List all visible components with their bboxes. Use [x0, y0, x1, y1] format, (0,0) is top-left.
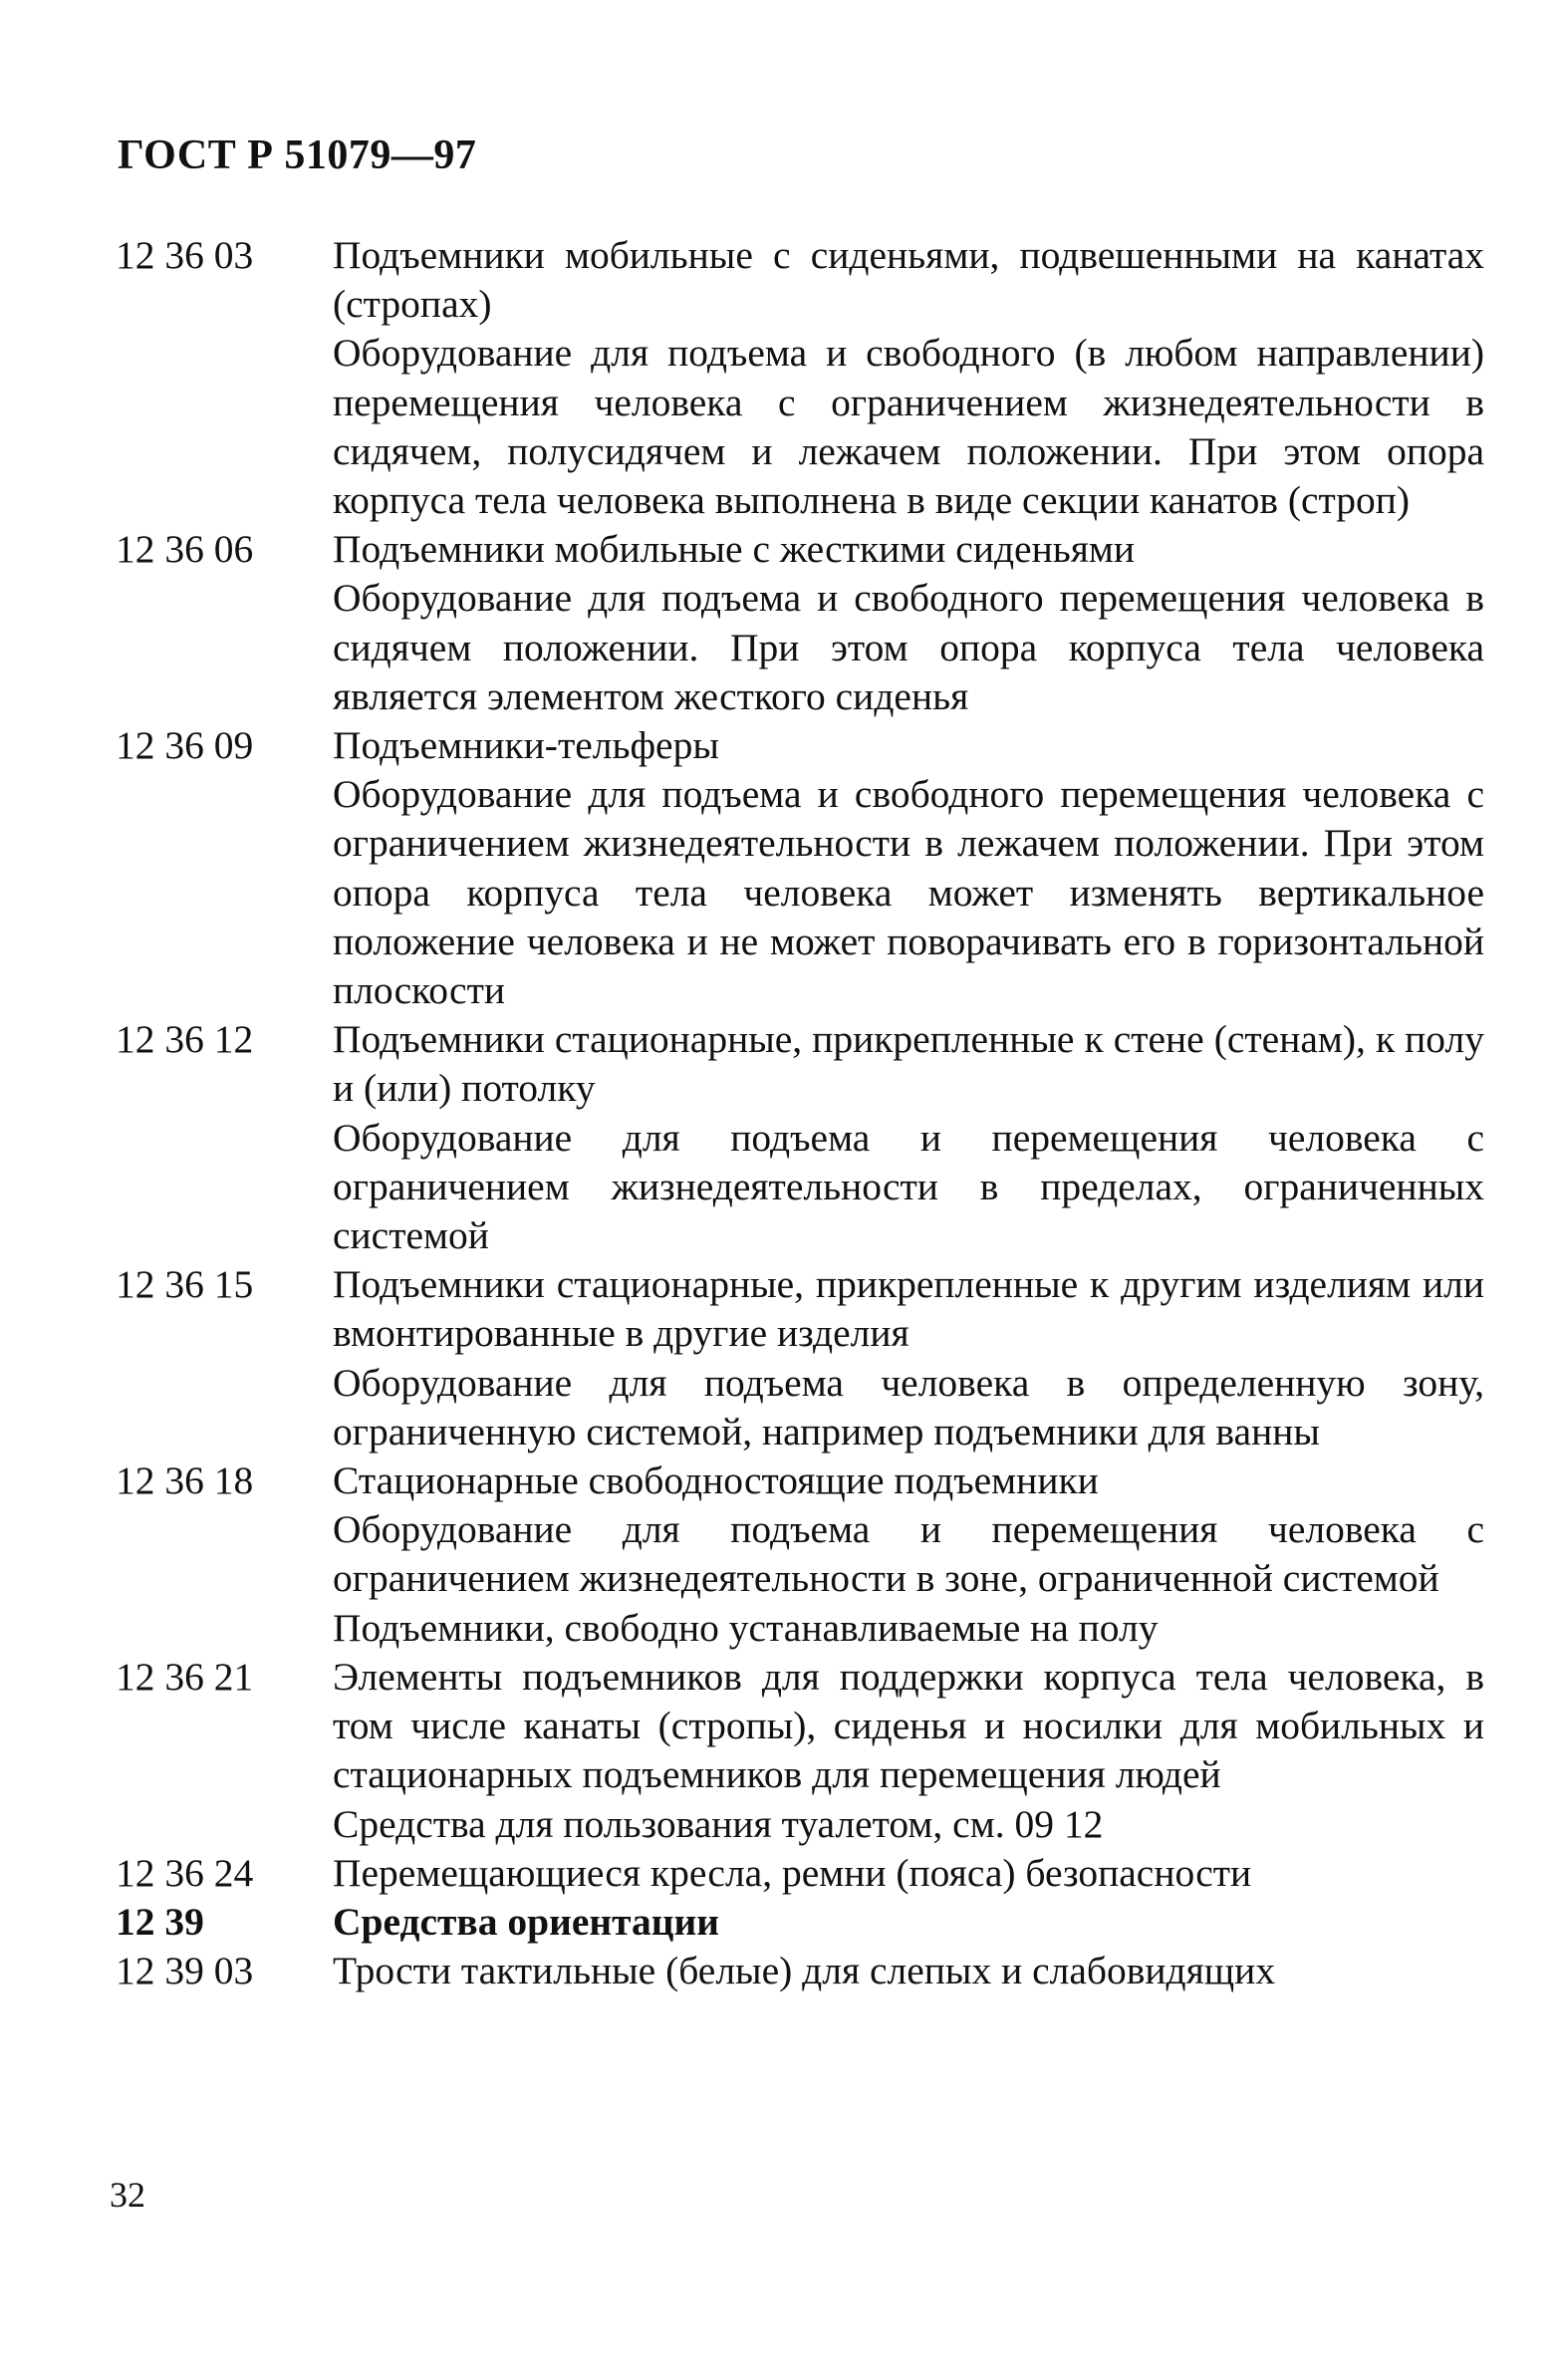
item-content [333, 721, 1484, 1015]
item-code: 12 36 12 [116, 1017, 254, 1062]
item-code: 12 36 15 [116, 1262, 254, 1307]
classification-list [110, 231, 1484, 1995]
list-item [110, 1849, 1484, 1898]
item-note: Средства для пользования туалетом, см. 09 12 [333, 1801, 1104, 1846]
section-title: Средства ориентации [333, 1899, 720, 1944]
item-content [333, 1898, 1484, 1947]
item-content [333, 231, 1484, 525]
list-item [110, 721, 1484, 1015]
item-title: Подъемники мобильные с жесткими сиденьями [333, 527, 1136, 572]
item-code: 12 36 18 [116, 1458, 254, 1503]
item-code: 12 36 06 [116, 527, 254, 572]
item-code: 12 39 03 [116, 1949, 254, 1993]
item-title: Стационарные свободностоящие подъемники [333, 1458, 1099, 1503]
item-description: Оборудование для подъема и перемещения человека с ограничением жизнедеятельности в зоне, ограниченной системой [333, 1507, 1484, 1601]
item-title: Подъемники стационарные, прикрепленные к стене (стенам), к полу и (или) потолку [333, 1017, 1484, 1111]
page-number: 32 [110, 2175, 145, 2215]
item-description: Оборудование для подъема и свободного (в любом направлении) перемещения человека с ограничением жизнедеятельности в сидячем, полусидячем и лежачем положении. При этом опора корпуса тела человека выполнена в виде секции канатов (строп) [333, 331, 1484, 523]
section-code: 12 39 [116, 1899, 204, 1944]
item-code: 12 36 21 [116, 1654, 254, 1699]
item-title: Подъемники-тельферы [333, 723, 719, 768]
item-content [333, 1653, 1484, 1849]
list-item [110, 525, 1484, 721]
list-item [110, 1015, 1484, 1260]
item-content [333, 1260, 1484, 1456]
item-description: Оборудование для подъема человека в определенную зону, ограниченную системой, например подъемники для ванны [333, 1360, 1484, 1454]
item-note: Подъемники, свободно устанавливаемые на полу [333, 1605, 1159, 1650]
item-content [333, 1015, 1484, 1260]
list-item [110, 1653, 1484, 1849]
list-item [110, 1456, 1484, 1653]
item-code: 12 36 03 [116, 233, 254, 277]
item-description: Оборудование для подъема и свободного перемещения человека с ограничением жизнедеятельности в лежачем положении. При этом опора корпуса тела человека может изменять вертикальное положение человека и не может поворачивать его в горизонтальной плоскости [333, 772, 1484, 1013]
list-item [110, 231, 1484, 525]
item-title: Трости тактильные (белые) для слепых и слабовидящих [333, 1949, 1276, 1993]
list-item [110, 1260, 1484, 1456]
item-description: Оборудование для подъема и свободного перемещения человека в сидячем положении. При этом опора корпуса тела человека является элементом жесткого сиденья [333, 576, 1484, 718]
item-code: 12 36 09 [116, 723, 254, 768]
list-item [110, 1947, 1484, 1995]
document-header: ГОСТ Р 51079—97 [118, 132, 477, 178]
item-title: Элементы подъемников для поддержки корпуса тела человека, в том числе канаты (стропы), сиденья и носилки для мобильных и стационарных подъемников для перемещения людей [333, 1654, 1484, 1797]
item-title: Перемещающиеся кресла, ремни (пояса) безопасности [333, 1850, 1252, 1895]
item-title: Подъемники стационарные, прикрепленные к другим изделиям или вмонтированные в другие изделия [333, 1262, 1484, 1356]
item-content [333, 1947, 1484, 1995]
item-description: Оборудование для подъема и перемещения человека с ограничением жизнедеятельности в пределах, ограниченных системой [333, 1115, 1484, 1258]
item-code: 12 36 24 [116, 1850, 254, 1895]
item-content [333, 1849, 1484, 1898]
item-title: Подъемники мобильные с сиденьями, подвешенными на канатах (стропах) [333, 233, 1484, 327]
item-content [333, 1456, 1484, 1653]
section-heading [110, 1898, 1484, 1947]
item-content [333, 525, 1484, 721]
